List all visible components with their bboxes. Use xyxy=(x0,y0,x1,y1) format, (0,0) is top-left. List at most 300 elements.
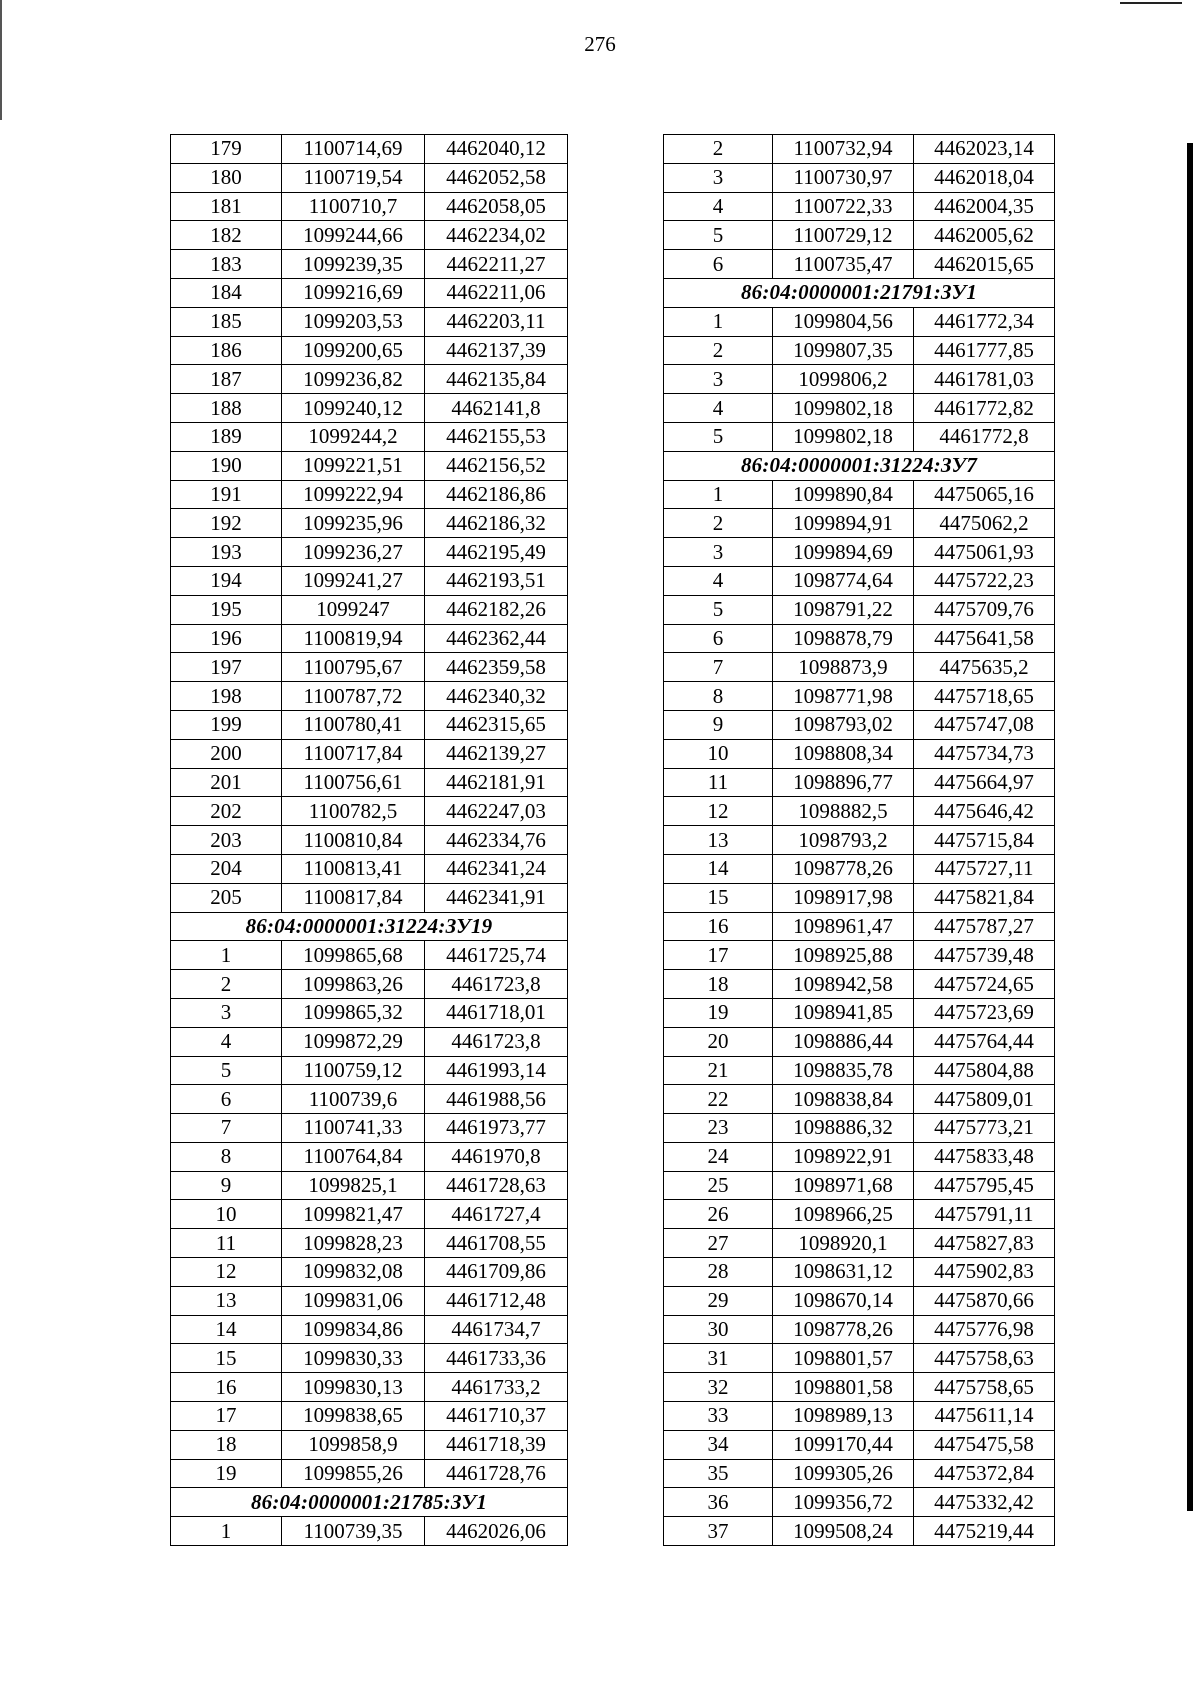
table-row xyxy=(664,1315,1055,1344)
point-number-cell: 203 xyxy=(171,826,282,855)
y-coordinate-cell: 4462247,03 xyxy=(425,797,568,826)
table-row xyxy=(664,595,1055,624)
y-coordinate-cell: 4462058,05 xyxy=(425,192,568,221)
x-coordinate-cell: 1098925,88 xyxy=(773,941,914,970)
x-coordinate-cell: 1100739,6 xyxy=(282,1085,425,1114)
y-coordinate-cell: 4475718,65 xyxy=(914,682,1055,711)
point-number-cell: 195 xyxy=(171,595,282,624)
table-row xyxy=(664,682,1055,711)
x-coordinate-cell: 1099865,68 xyxy=(282,941,425,970)
point-number-cell: 3 xyxy=(664,163,773,192)
y-coordinate-cell: 4475061,93 xyxy=(914,538,1055,567)
table-row xyxy=(664,221,1055,250)
point-number-cell: 33 xyxy=(664,1402,773,1431)
table-row xyxy=(664,624,1055,653)
y-coordinate-cell: 4461712,48 xyxy=(425,1286,568,1315)
point-number-cell: 37 xyxy=(664,1517,773,1546)
table-row xyxy=(171,422,568,451)
y-coordinate-cell: 4462334,76 xyxy=(425,826,568,855)
table-row xyxy=(171,566,568,595)
point-number-cell: 19 xyxy=(664,998,773,1027)
y-coordinate-cell: 4461734,7 xyxy=(425,1315,568,1344)
point-number-cell: 5 xyxy=(664,221,773,250)
table-row xyxy=(664,1373,1055,1402)
x-coordinate-cell: 1100780,41 xyxy=(282,710,425,739)
y-coordinate-cell: 4461710,37 xyxy=(425,1402,568,1431)
point-number-cell: 193 xyxy=(171,538,282,567)
table-row xyxy=(171,768,568,797)
point-number-cell: 36 xyxy=(664,1488,773,1517)
point-number-cell: 3 xyxy=(664,538,773,567)
table-row xyxy=(171,394,568,423)
y-coordinate-cell: 4462052,58 xyxy=(425,163,568,192)
x-coordinate-cell: 1099863,26 xyxy=(282,970,425,999)
section-header-row xyxy=(664,278,1055,307)
table-row xyxy=(171,1315,568,1344)
table-row xyxy=(664,480,1055,509)
point-number-cell: 191 xyxy=(171,480,282,509)
x-coordinate-cell: 1098670,14 xyxy=(773,1286,914,1315)
table-row xyxy=(664,1258,1055,1287)
table-row xyxy=(171,797,568,826)
point-number-cell: 184 xyxy=(171,278,282,307)
table-row xyxy=(171,336,568,365)
point-number-cell: 5 xyxy=(171,1056,282,1085)
point-number-cell: 35 xyxy=(664,1459,773,1488)
x-coordinate-cell: 1099244,2 xyxy=(282,422,425,451)
table-row xyxy=(664,1027,1055,1056)
table-row xyxy=(664,739,1055,768)
x-coordinate-cell: 1099170,44 xyxy=(773,1430,914,1459)
point-number-cell: 201 xyxy=(171,768,282,797)
table-row xyxy=(171,682,568,711)
table-row xyxy=(171,250,568,279)
section-header-row xyxy=(171,912,568,941)
point-number-cell: 6 xyxy=(171,1085,282,1114)
table-row xyxy=(171,538,568,567)
x-coordinate-cell: 1098873,9 xyxy=(773,653,914,682)
x-coordinate-cell: 1098942,58 xyxy=(773,970,914,999)
x-coordinate-cell: 1100732,94 xyxy=(773,135,914,164)
table-row xyxy=(171,1430,568,1459)
table-row xyxy=(171,480,568,509)
page-right-margin-bar xyxy=(1187,143,1193,1511)
point-number-cell: 16 xyxy=(664,912,773,941)
table-row xyxy=(664,538,1055,567)
point-number-cell: 8 xyxy=(171,1142,282,1171)
table-row xyxy=(664,1517,1055,1546)
x-coordinate-cell: 1099838,65 xyxy=(282,1402,425,1431)
y-coordinate-cell: 4475734,73 xyxy=(914,739,1055,768)
point-number-cell: 192 xyxy=(171,509,282,538)
x-coordinate-cell: 1098631,12 xyxy=(773,1258,914,1287)
y-coordinate-cell: 4462193,51 xyxy=(425,566,568,595)
y-coordinate-cell: 4475635,2 xyxy=(914,653,1055,682)
point-number-cell: 186 xyxy=(171,336,282,365)
point-number-cell: 27 xyxy=(664,1229,773,1258)
point-number-cell: 179 xyxy=(171,135,282,164)
point-number-cell: 185 xyxy=(171,307,282,336)
table-row xyxy=(664,1171,1055,1200)
y-coordinate-cell: 4475709,76 xyxy=(914,595,1055,624)
y-coordinate-cell: 4475722,23 xyxy=(914,566,1055,595)
point-number-cell: 3 xyxy=(171,998,282,1027)
y-coordinate-cell: 4475870,66 xyxy=(914,1286,1055,1315)
y-coordinate-cell: 4461970,8 xyxy=(425,1142,568,1171)
point-number-cell: 198 xyxy=(171,682,282,711)
y-coordinate-cell: 4475727,11 xyxy=(914,854,1055,883)
table-row xyxy=(171,1258,568,1287)
page-scan-mark xyxy=(1120,2,1182,4)
point-number-cell: 14 xyxy=(171,1315,282,1344)
table-row xyxy=(171,1459,568,1488)
y-coordinate-cell: 4475758,65 xyxy=(914,1373,1055,1402)
point-number-cell: 5 xyxy=(664,422,773,451)
x-coordinate-cell: 1099894,91 xyxy=(773,509,914,538)
table-row xyxy=(664,826,1055,855)
y-coordinate-cell: 4461772,82 xyxy=(914,394,1055,423)
y-coordinate-cell: 4462015,65 xyxy=(914,250,1055,279)
y-coordinate-cell: 4461973,77 xyxy=(425,1114,568,1143)
x-coordinate-cell: 1100813,41 xyxy=(282,854,425,883)
cadastral-number: 86:04:0000001:31224:ЗУ19 xyxy=(171,912,568,941)
x-coordinate-cell: 1100756,61 xyxy=(282,768,425,797)
y-coordinate-cell: 4462155,53 xyxy=(425,422,568,451)
y-coordinate-cell: 4475791,11 xyxy=(914,1200,1055,1229)
point-number-cell: 34 xyxy=(664,1430,773,1459)
y-coordinate-cell: 4462234,02 xyxy=(425,221,568,250)
table-row xyxy=(664,768,1055,797)
table-row xyxy=(664,1056,1055,1085)
point-number-cell: 1 xyxy=(664,307,773,336)
table-row xyxy=(171,1286,568,1315)
table-row xyxy=(171,1171,568,1200)
y-coordinate-cell: 4462004,35 xyxy=(914,192,1055,221)
y-coordinate-cell: 4462026,06 xyxy=(425,1517,568,1546)
point-number-cell: 25 xyxy=(664,1171,773,1200)
x-coordinate-cell: 1100810,84 xyxy=(282,826,425,855)
y-coordinate-cell: 4461733,2 xyxy=(425,1373,568,1402)
table-row xyxy=(171,1085,568,1114)
y-coordinate-cell: 4462181,91 xyxy=(425,768,568,797)
point-number-cell: 15 xyxy=(171,1344,282,1373)
table-row xyxy=(664,1229,1055,1258)
y-coordinate-cell: 4462040,12 xyxy=(425,135,568,164)
point-number-cell: 200 xyxy=(171,739,282,768)
table-row xyxy=(664,1200,1055,1229)
y-coordinate-cell: 4462186,86 xyxy=(425,480,568,509)
point-number-cell: 183 xyxy=(171,250,282,279)
table-row xyxy=(171,624,568,653)
point-number-cell: 4 xyxy=(171,1027,282,1056)
point-number-cell: 2 xyxy=(171,970,282,999)
x-coordinate-cell: 1099222,94 xyxy=(282,480,425,509)
table-row xyxy=(171,1373,568,1402)
point-number-cell: 19 xyxy=(171,1459,282,1488)
x-coordinate-cell: 1099865,32 xyxy=(282,998,425,1027)
point-number-cell: 188 xyxy=(171,394,282,423)
y-coordinate-cell: 4462195,49 xyxy=(425,538,568,567)
x-coordinate-cell: 1100717,84 xyxy=(282,739,425,768)
x-coordinate-cell: 1100795,67 xyxy=(282,653,425,682)
x-coordinate-cell: 1099508,24 xyxy=(773,1517,914,1546)
x-coordinate-cell: 1098966,25 xyxy=(773,1200,914,1229)
x-coordinate-cell: 1099240,12 xyxy=(282,394,425,423)
table-row xyxy=(171,1344,568,1373)
table-row xyxy=(171,653,568,682)
point-number-cell: 20 xyxy=(664,1027,773,1056)
x-coordinate-cell: 1099825,1 xyxy=(282,1171,425,1200)
x-coordinate-cell: 1099356,72 xyxy=(773,1488,914,1517)
point-number-cell: 205 xyxy=(171,883,282,912)
point-number-cell: 28 xyxy=(664,1258,773,1287)
table-row xyxy=(171,192,568,221)
point-number-cell: 8 xyxy=(664,682,773,711)
table-row xyxy=(664,1430,1055,1459)
table-row xyxy=(664,250,1055,279)
table-row xyxy=(171,221,568,250)
y-coordinate-cell: 4461993,14 xyxy=(425,1056,568,1085)
y-coordinate-cell: 4475715,84 xyxy=(914,826,1055,855)
y-coordinate-cell: 4475724,65 xyxy=(914,970,1055,999)
x-coordinate-cell: 1099239,35 xyxy=(282,250,425,279)
x-coordinate-cell: 1100759,12 xyxy=(282,1056,425,1085)
cadastral-number: 86:04:0000001:21785:ЗУ1 xyxy=(171,1488,568,1517)
table-row xyxy=(664,941,1055,970)
x-coordinate-cell: 1099858,9 xyxy=(282,1430,425,1459)
point-number-cell: 194 xyxy=(171,566,282,595)
table-row xyxy=(664,1459,1055,1488)
table-row xyxy=(664,1085,1055,1114)
y-coordinate-cell: 4462137,39 xyxy=(425,336,568,365)
x-coordinate-cell: 1099802,18 xyxy=(773,422,914,451)
table-row xyxy=(664,1142,1055,1171)
point-number-cell: 9 xyxy=(664,710,773,739)
x-coordinate-cell: 1100819,94 xyxy=(282,624,425,653)
point-number-cell: 30 xyxy=(664,1315,773,1344)
x-coordinate-cell: 1099236,27 xyxy=(282,538,425,567)
x-coordinate-cell: 1098791,22 xyxy=(773,595,914,624)
point-number-cell: 17 xyxy=(664,941,773,970)
y-coordinate-cell: 4462186,32 xyxy=(425,509,568,538)
x-coordinate-cell: 1099804,56 xyxy=(773,307,914,336)
x-coordinate-cell: 1098922,91 xyxy=(773,1142,914,1171)
x-coordinate-cell: 1098774,64 xyxy=(773,566,914,595)
x-coordinate-cell: 1099855,26 xyxy=(282,1459,425,1488)
table-row xyxy=(171,739,568,768)
table-row xyxy=(664,307,1055,336)
x-coordinate-cell: 1100739,35 xyxy=(282,1517,425,1546)
x-coordinate-cell: 1098771,98 xyxy=(773,682,914,711)
y-coordinate-cell: 4475902,83 xyxy=(914,1258,1055,1287)
y-coordinate-cell: 4462341,91 xyxy=(425,883,568,912)
y-coordinate-cell: 4461988,56 xyxy=(425,1085,568,1114)
y-coordinate-cell: 4475611,14 xyxy=(914,1402,1055,1431)
x-coordinate-cell: 1100714,69 xyxy=(282,135,425,164)
y-coordinate-cell: 4461728,76 xyxy=(425,1459,568,1488)
table-row xyxy=(171,595,568,624)
y-coordinate-cell: 4461728,63 xyxy=(425,1171,568,1200)
point-number-cell: 23 xyxy=(664,1114,773,1143)
x-coordinate-cell: 1098835,78 xyxy=(773,1056,914,1085)
table-row xyxy=(171,1517,568,1546)
coordinates-table-left xyxy=(170,134,568,1546)
x-coordinate-cell: 1100710,7 xyxy=(282,192,425,221)
point-number-cell: 1 xyxy=(171,1517,282,1546)
x-coordinate-cell: 1098801,57 xyxy=(773,1344,914,1373)
table-row xyxy=(171,1114,568,1143)
x-coordinate-cell: 1098878,79 xyxy=(773,624,914,653)
table-row xyxy=(171,970,568,999)
table-row xyxy=(171,1402,568,1431)
x-coordinate-cell: 1099872,29 xyxy=(282,1027,425,1056)
x-coordinate-cell: 1098778,26 xyxy=(773,1315,914,1344)
y-coordinate-cell: 4475641,58 xyxy=(914,624,1055,653)
x-coordinate-cell: 1098920,1 xyxy=(773,1229,914,1258)
table-row xyxy=(664,163,1055,192)
y-coordinate-cell: 4461727,4 xyxy=(425,1200,568,1229)
y-coordinate-cell: 4475804,88 xyxy=(914,1056,1055,1085)
point-number-cell: 199 xyxy=(171,710,282,739)
table-row xyxy=(171,1229,568,1258)
y-coordinate-cell: 4462340,32 xyxy=(425,682,568,711)
point-number-cell: 21 xyxy=(664,1056,773,1085)
table-row xyxy=(171,1200,568,1229)
point-number-cell: 10 xyxy=(171,1200,282,1229)
point-number-cell: 9 xyxy=(171,1171,282,1200)
y-coordinate-cell: 4461725,74 xyxy=(425,941,568,970)
x-coordinate-cell: 1098801,58 xyxy=(773,1373,914,1402)
x-coordinate-cell: 1099821,47 xyxy=(282,1200,425,1229)
point-number-cell: 14 xyxy=(664,854,773,883)
y-coordinate-cell: 4462156,52 xyxy=(425,451,568,480)
x-coordinate-cell: 1099203,53 xyxy=(282,307,425,336)
table-row xyxy=(664,1344,1055,1373)
y-coordinate-cell: 4475821,84 xyxy=(914,883,1055,912)
x-coordinate-cell: 1098971,68 xyxy=(773,1171,914,1200)
y-coordinate-cell: 4462018,04 xyxy=(914,163,1055,192)
y-coordinate-cell: 4462359,58 xyxy=(425,653,568,682)
x-coordinate-cell: 1100741,33 xyxy=(282,1114,425,1143)
section-header-row xyxy=(664,451,1055,480)
table-row xyxy=(664,970,1055,999)
point-number-cell: 13 xyxy=(664,826,773,855)
point-number-cell: 202 xyxy=(171,797,282,826)
table-row xyxy=(664,797,1055,826)
x-coordinate-cell: 1098793,02 xyxy=(773,710,914,739)
x-coordinate-cell: 1099834,86 xyxy=(282,1315,425,1344)
y-coordinate-cell: 4462141,8 xyxy=(425,394,568,423)
x-coordinate-cell: 1099831,06 xyxy=(282,1286,425,1315)
x-coordinate-cell: 1099802,18 xyxy=(773,394,914,423)
x-coordinate-cell: 1099890,84 xyxy=(773,480,914,509)
x-coordinate-cell: 1099305,26 xyxy=(773,1459,914,1488)
x-coordinate-cell: 1098896,77 xyxy=(773,768,914,797)
table-row xyxy=(664,566,1055,595)
point-number-cell: 10 xyxy=(664,739,773,768)
point-number-cell: 7 xyxy=(171,1114,282,1143)
y-coordinate-cell: 4461733,36 xyxy=(425,1344,568,1373)
x-coordinate-cell: 1098808,34 xyxy=(773,739,914,768)
y-coordinate-cell: 4461723,8 xyxy=(425,1027,568,1056)
point-number-cell: 189 xyxy=(171,422,282,451)
y-coordinate-cell: 4475833,48 xyxy=(914,1142,1055,1171)
y-coordinate-cell: 4461718,01 xyxy=(425,998,568,1027)
x-coordinate-cell: 1100719,54 xyxy=(282,163,425,192)
table-row xyxy=(171,941,568,970)
table-row xyxy=(664,854,1055,883)
x-coordinate-cell: 1098941,85 xyxy=(773,998,914,1027)
y-coordinate-cell: 4461772,8 xyxy=(914,422,1055,451)
coordinates-table-right-body xyxy=(664,135,1055,1546)
point-number-cell: 204 xyxy=(171,854,282,883)
y-coordinate-cell: 4462211,27 xyxy=(425,250,568,279)
y-coordinate-cell: 4461772,34 xyxy=(914,307,1055,336)
x-coordinate-cell: 1100730,97 xyxy=(773,163,914,192)
table-row xyxy=(171,509,568,538)
point-number-cell: 180 xyxy=(171,163,282,192)
y-coordinate-cell: 4475332,42 xyxy=(914,1488,1055,1517)
point-number-cell: 2 xyxy=(664,135,773,164)
y-coordinate-cell: 4462362,44 xyxy=(425,624,568,653)
y-coordinate-cell: 4475747,08 xyxy=(914,710,1055,739)
table-row xyxy=(171,278,568,307)
point-number-cell: 7 xyxy=(664,653,773,682)
x-coordinate-cell: 1098838,84 xyxy=(773,1085,914,1114)
y-coordinate-cell: 4475065,16 xyxy=(914,480,1055,509)
point-number-cell: 4 xyxy=(664,192,773,221)
table-row xyxy=(664,1402,1055,1431)
point-number-cell: 181 xyxy=(171,192,282,221)
y-coordinate-cell: 4475062,2 xyxy=(914,509,1055,538)
point-number-cell: 12 xyxy=(171,1258,282,1287)
table-row xyxy=(171,365,568,394)
y-coordinate-cell: 4462341,24 xyxy=(425,854,568,883)
x-coordinate-cell: 1099832,08 xyxy=(282,1258,425,1287)
x-coordinate-cell: 1099235,96 xyxy=(282,509,425,538)
table-row xyxy=(171,307,568,336)
y-coordinate-cell: 4462211,06 xyxy=(425,278,568,307)
x-coordinate-cell: 1099807,35 xyxy=(773,336,914,365)
x-coordinate-cell: 1100782,5 xyxy=(282,797,425,826)
table-row xyxy=(171,451,568,480)
x-coordinate-cell: 1099806,2 xyxy=(773,365,914,394)
y-coordinate-cell: 4475773,21 xyxy=(914,1114,1055,1143)
x-coordinate-cell: 1100787,72 xyxy=(282,682,425,711)
x-coordinate-cell: 1100764,84 xyxy=(282,1142,425,1171)
table-row xyxy=(664,1488,1055,1517)
point-number-cell: 6 xyxy=(664,624,773,653)
x-coordinate-cell: 1100735,47 xyxy=(773,250,914,279)
x-coordinate-cell: 1098886,32 xyxy=(773,1114,914,1143)
x-coordinate-cell: 1098778,26 xyxy=(773,854,914,883)
table-row xyxy=(171,135,568,164)
y-coordinate-cell: 4475646,42 xyxy=(914,797,1055,826)
table-row xyxy=(664,422,1055,451)
y-coordinate-cell: 4461723,8 xyxy=(425,970,568,999)
table-row xyxy=(171,710,568,739)
table-row xyxy=(171,826,568,855)
table-row xyxy=(171,854,568,883)
table-row xyxy=(664,509,1055,538)
y-coordinate-cell: 4475739,48 xyxy=(914,941,1055,970)
y-coordinate-cell: 4475664,97 xyxy=(914,768,1055,797)
y-coordinate-cell: 4475787,27 xyxy=(914,912,1055,941)
x-coordinate-cell: 1100722,33 xyxy=(773,192,914,221)
y-coordinate-cell: 4475795,45 xyxy=(914,1171,1055,1200)
point-number-cell: 22 xyxy=(664,1085,773,1114)
coordinates-table-left-body xyxy=(171,135,568,1546)
